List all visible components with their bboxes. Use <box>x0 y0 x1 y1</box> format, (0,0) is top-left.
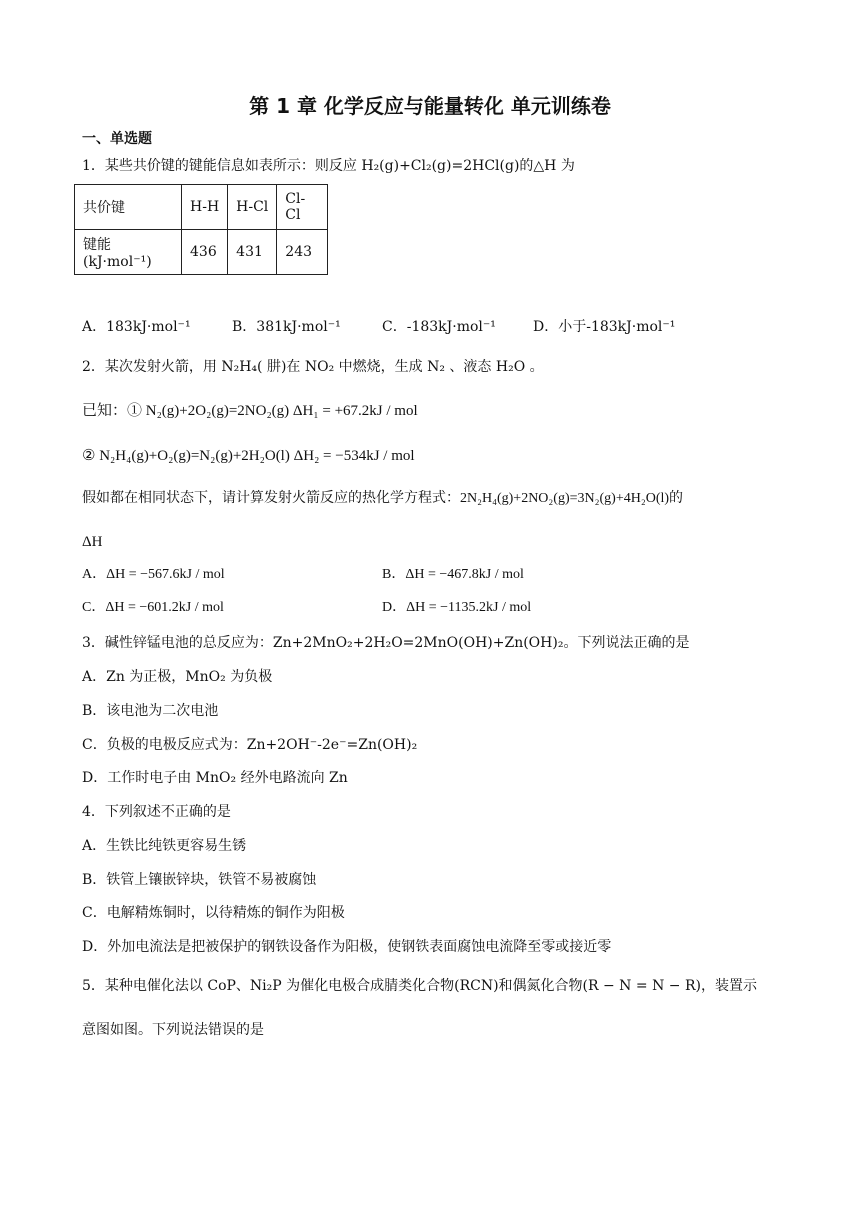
q1-option-c: C．-183kJ·mol⁻¹ <box>382 319 496 335</box>
table-cell: 431 <box>228 230 277 275</box>
q4-option-a: A．生铁比纯铁更容易生锈 <box>82 838 247 854</box>
q2-known-1: 已知：① N₂(g)+2O₂(g)=2NO₂(g) ΔH₁ = +67.2kJ / mol <box>82 403 418 419</box>
q2-option-b: B．ΔH = −467.8kJ / mol <box>382 567 524 582</box>
q3-option-b: B．该电池为二次电池 <box>82 703 219 719</box>
table-cell: 436 <box>182 230 228 275</box>
q2-known-2: ② N₂H₄(g)+O₂(g)=N₂(g)+2H₂O(l) ΔH₂ = −534kJ / mol <box>82 448 415 464</box>
q5-stem: 5．某种电催化法以 CoP、Ni₂P 为催化电极合成腈类化合物(RCN)和偶氮化合物(R − N = N − R)，装置示 <box>82 978 757 994</box>
q2-ask: 假如都在相同状态下，请计算发射火箭反应的热化学方程式：2N₂H₄(g)+2NO₂(g)=3N₂(g)+4H₂O(l)的 <box>82 491 684 506</box>
q2-stem: 2．某次发射火箭，用 N₂H₄( 肼)在 NO₂ 中燃烧，生成 N₂ 、液态 H₂O 。 <box>82 359 544 375</box>
section-heading: 一、单选题 <box>82 131 152 147</box>
page-title: 第 1 章 化学反应与能量转化 单元训练卷 <box>249 94 611 118</box>
q3-option-c: C．负极的电极反应式为：Zn+2OH⁻-2e⁻=Zn(OH)₂ <box>82 737 418 753</box>
table-cell: H-Cl <box>228 185 277 230</box>
table-cell: 共价键 <box>75 185 182 230</box>
q1-option-b: B．381kJ·mol⁻¹ <box>232 319 341 335</box>
table-row <box>75 230 328 275</box>
q5-stem-2: 意图如图。下列说法错误的是 <box>82 1022 264 1038</box>
table-cell: Cl-Cl <box>277 185 328 230</box>
q3-option-a: A．Zn 为正极，MnO₂ 为负极 <box>82 669 273 685</box>
q3-option-d: D．工作时电子由 MnO₂ 经外电路流向 Zn <box>82 770 348 786</box>
q2-option-a: A．ΔH = −567.6kJ / mol <box>82 567 225 582</box>
q4-stem: 4．下列叙述不正确的是 <box>82 804 231 820</box>
table-cell: H-H <box>182 185 228 230</box>
table-cell: 键能(kJ·mol⁻¹) <box>75 230 182 275</box>
q2-option-c: C．ΔH = −601.2kJ / mol <box>82 600 224 615</box>
q2-ask-2: ΔH <box>82 534 103 550</box>
q4-option-c: C．电解精炼铜时，以待精炼的铜作为阳极 <box>82 905 345 921</box>
table-row <box>75 185 328 230</box>
q1-option-a: A．183kJ·mol⁻¹ <box>82 319 191 335</box>
q4-option-d: D．外加电流法是把被保护的钢铁设备作为阳极，使钢铁表面腐蚀电流降至零或接近零 <box>82 939 612 955</box>
q4-option-b: B．铁管上镶嵌锌块，铁管不易被腐蚀 <box>82 872 317 888</box>
bond-energy-table <box>74 184 328 275</box>
q2-option-d: D．ΔH = −1135.2kJ / mol <box>382 600 532 615</box>
table-cell: 243 <box>277 230 328 275</box>
q1-option-d: D．小于-183kJ·mol⁻¹ <box>533 319 676 335</box>
q3-stem: 3．碱性锌锰电池的总反应为：Zn+2MnO₂+2H₂O=2MnO(OH)+Zn(OH)₂。下列说法正确的是 <box>82 635 690 651</box>
q1-stem: 1．某些共价键的键能信息如表所示：则反应 H₂(g)+Cl₂(g)=2HCl(g)的△H 为 <box>82 158 575 174</box>
